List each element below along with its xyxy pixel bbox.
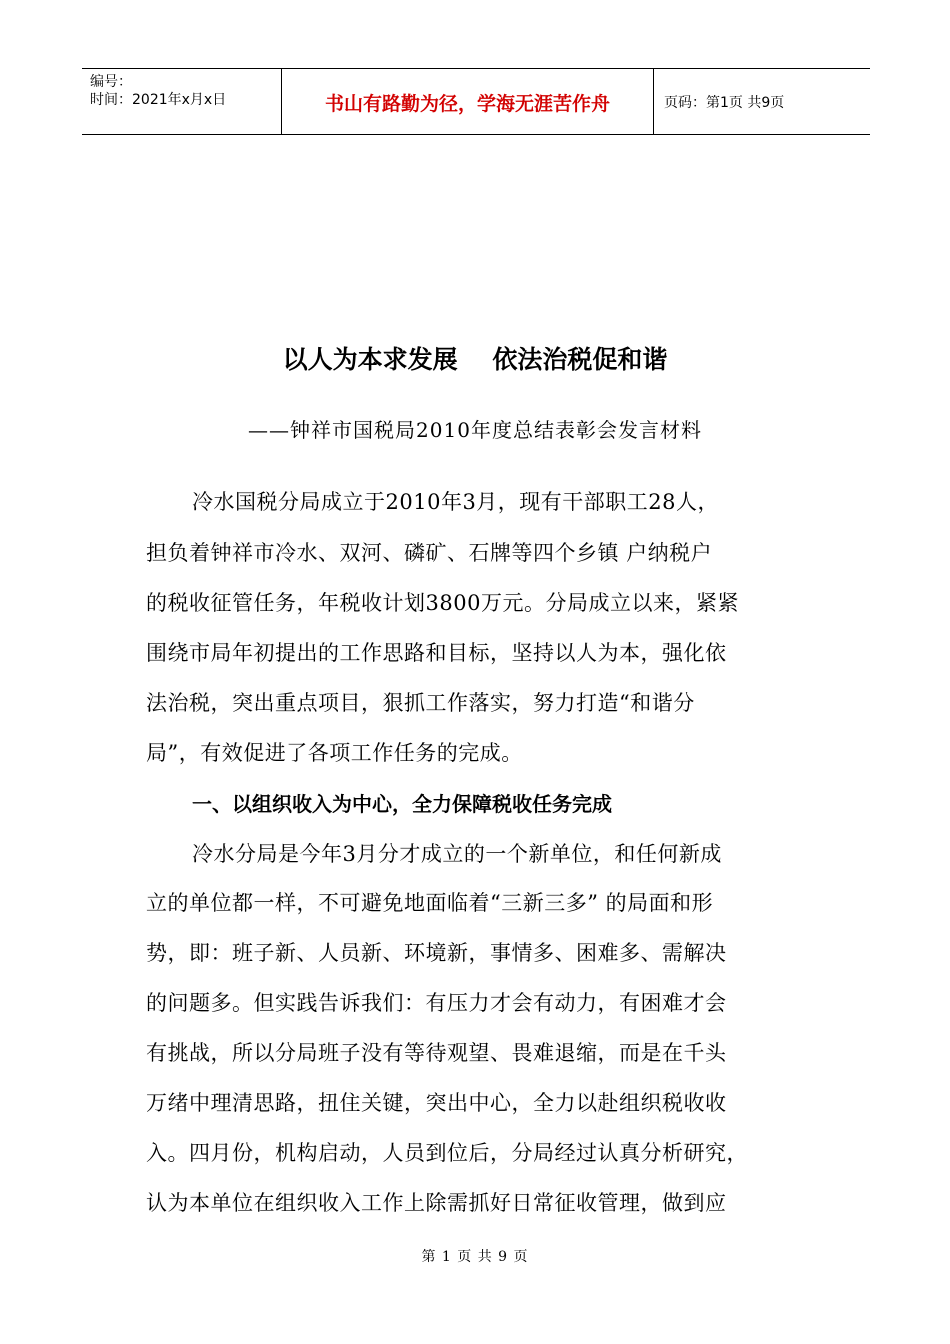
section-heading: 一、以组织收入为中心，全力保障税收任务完成 [192, 792, 612, 816]
paragraph-line: 势，即：班子新、人员新、环境新，事情多、困难多、需解决 [146, 941, 727, 965]
paragraph-line: 法治税，突出重点项目，狠抓工作落实，努力打造“和谐分 [146, 691, 695, 715]
paragraph-line: 有挑战，所以分局班子没有等待观望、畏难退缩，而是在千头 [146, 1041, 727, 1065]
header-meta [82, 69, 282, 134]
document-subtitle: ——钟祥市国税局2010年度总结表彰会发言材料 [248, 418, 702, 442]
page-footer: 第 1 页 共 9 页 [421, 1249, 529, 1265]
paragraph-line: 的税收征管任务，年税收计划3800万元。分局成立以来，紧紧 [146, 591, 739, 615]
paragraph-line: 认为本单位在组织收入工作上除需抓好日常征收管理，做到应 [146, 1191, 727, 1215]
number-label: 编号： [90, 74, 132, 90]
paragraph-line: 担负着钟祥市冷水、双河、磷矿、石牌等四个乡镇 户纳税户 [146, 541, 713, 565]
paragraph-line: 局”，有效促进了各项工作任务的完成。 [146, 741, 523, 765]
paragraph-line: 冷水分局是今年3月分才成立的一个新单位，和任何新成 [192, 842, 722, 866]
paragraph-line: 冷水国税分局成立于2010年3月，现有干部职工28人， [192, 490, 720, 514]
paragraph-line: 万绪中理清思路，扭住关键，突出中心，全力以赴组织税收收 [146, 1091, 727, 1115]
paragraph-line: 围绕市局年初提出的工作思路和目标，坚持以人为本，强化依 [146, 641, 727, 665]
time-label: 时间：2021年x月x日 [90, 92, 227, 108]
paragraph-line: 的问题多。但实践告诉我们：有压力才会有动力，有困难才会 [146, 991, 727, 1015]
document-header [82, 68, 870, 135]
header-page-info: 页码：第1页 共9页 [664, 94, 785, 111]
paragraph-line: 立的单位都一样，不可避免地面临着“三新三多” 的局面和形 [146, 891, 714, 915]
document-title: 以人为本求发展 依法治税促和谐 [282, 345, 668, 374]
header-motto: 书山有路勤为径，学海无涯苦作舟 [282, 69, 654, 134]
paragraph-line: 入。四月份，机构启动，人员到位后，分局经过认真分析研究， [146, 1141, 748, 1165]
